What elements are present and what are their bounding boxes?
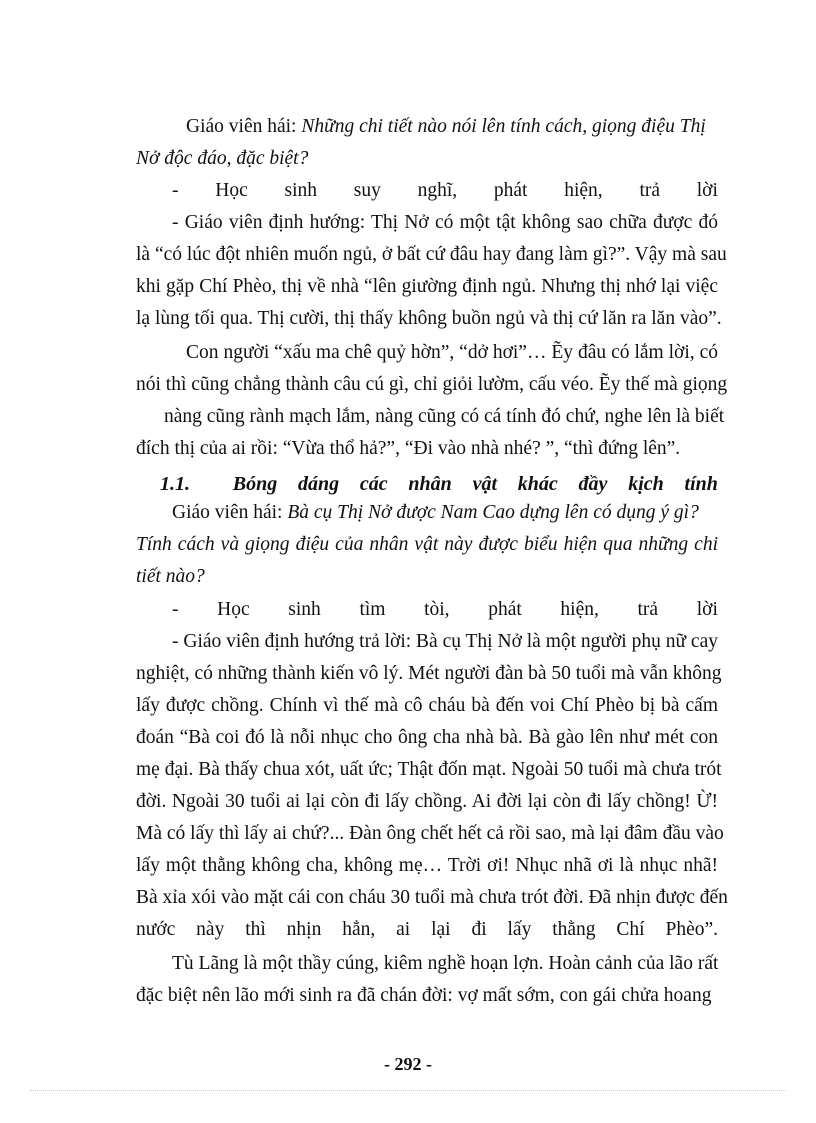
word: hiện, (560, 599, 599, 620)
heading-word: Bóng (232, 473, 278, 495)
dash: - (172, 599, 179, 620)
paragraph-line: - Giáo viên định hướng: Thị Nở có một tật không sao chữa được đó (172, 212, 718, 233)
heading-word: khác (517, 473, 558, 495)
paragraph-line: mẹ đại. Bà thấy chua xót, uất ức; Thật đốn mạt. Ngoài 50 tuổi mà chưa trót (136, 759, 722, 780)
word: Học (215, 180, 248, 201)
heading-word: đầy (578, 473, 608, 495)
heading-word: nhân (408, 473, 452, 495)
word: lời (696, 180, 718, 201)
word: hiện, (564, 180, 603, 201)
paragraph-line: lạ lùng tối qua. Thị cười, thị thấy không buồn ngủ và thị cứ lăn ra lăn vào”. (136, 308, 722, 329)
word: nghĩ, (417, 180, 458, 201)
word: thằng (552, 919, 596, 940)
word: lời (696, 599, 718, 620)
word: đi (471, 919, 487, 940)
paragraph-line: đoán “Bà coi đó là nỗi nhục cho ông cha nhà bà. Bà gào lên như mét con (136, 727, 718, 748)
word: tòi, (424, 599, 450, 620)
heading-word: dáng (298, 473, 340, 495)
word: suy (353, 180, 381, 201)
paragraph-line: lấy một thằng không cha, không mẹ… Trời ơi! Nhục nhã ơi là nhục nhã! (136, 855, 718, 876)
word: ai (396, 919, 411, 940)
word: phát (493, 180, 528, 201)
paragraph-line: khi gặp Chí Phèo, thị về nhà “lên giường định ngủ. Nhưng thị nhớ lại việc (136, 276, 718, 297)
question-label: Giáo viên hái: (186, 116, 297, 137)
question-text-cont: Tính cách và giọng điệu của nhân vật này được biểu hiện qua những chi (136, 534, 718, 555)
dash: - (172, 180, 179, 201)
paragraph-line: Con người “xấu ma chê quỷ hờn”, “dở hơi”… Ẽy đâu có lắm lời, có (186, 342, 718, 363)
word: tìm (359, 599, 386, 620)
paragraph-line: Bà xỉa xói vào mặt cái con cháu 30 tuổi mà chưa trót đời. Đã nhịn được đến (136, 887, 728, 908)
word: thì (245, 919, 266, 940)
footer-divider (30, 1090, 786, 1091)
word: phát (488, 599, 522, 620)
paragraph-line: nàng cũng rành mạch lắm, nàng cũng có cá tính đó chứ, nghe lên là biết (164, 406, 725, 427)
word: sinh (288, 599, 321, 620)
question-line (186, 111, 718, 143)
word: trả (639, 180, 661, 201)
paragraph-line: Mà có lấy thì lấy ai chứ?... Đàn ông chết hết cả rồi sao, mà lại đâm đầu vào (136, 823, 724, 844)
word: lấy (507, 919, 532, 940)
paragraph-line: nói thì cũng chẳng thành câu cú gì, chỉ giỏi lườm, cấu véo. Ẽy thế mà giọng (136, 374, 728, 395)
student-line (172, 594, 718, 626)
paragraph-line: là “có lúc đột nhiên muốn ngủ, ở bất cứ đâu hay đang làm gì?”. Vậy mà sau (136, 244, 727, 265)
paragraph-line: nghiệt, có những thành kiến vô lý. Mét người đàn bà 50 tuổi mà vẫn không (136, 663, 722, 684)
student-line (172, 175, 718, 207)
paragraph-line: đặc biệt nên lão mới sinh ra đã chán đời: vợ mất sớm, con gái chửa hoang (136, 985, 712, 1006)
heading-word: vật (472, 473, 497, 495)
question-text: Những chi tiết nào nói lên tính cách, giọng điệu Thị (301, 116, 706, 137)
word: Phèo”. (665, 919, 718, 940)
word: hẳn, (342, 919, 376, 940)
paragraph-line-spread (136, 914, 718, 946)
word: trả (637, 599, 659, 620)
word: sinh (284, 180, 318, 201)
heading-number: 1.1. (160, 473, 190, 495)
word: này (196, 919, 225, 940)
word: Học (217, 599, 250, 620)
heading-word: các (359, 473, 388, 495)
word: nhịn (286, 919, 322, 940)
heading-word: tính (684, 473, 718, 495)
section-heading (160, 468, 718, 500)
heading-word: kịch (628, 473, 664, 495)
question-text-cont: tiết nào? (136, 566, 205, 587)
paragraph-line: đích thị của ai rồi: “Vừa thổ hả?”, “Đi vào nhà nhé? ”, “thì đứng lên”. (136, 438, 681, 459)
page-number: - 292 - (384, 1054, 432, 1074)
paragraph-line: lấy được chồng. Chính vì thế mà cô cháu bà đến voi Chí Phèo bị bà cấm (136, 695, 718, 716)
word: nước (136, 919, 176, 940)
paragraph-line: đời. Ngoài 30 tuổi ai lại còn đi lấy chồng. Ai đời lại còn đi lấy chồng! Ừ! (136, 791, 718, 812)
paragraph-line: - Giáo viên định hướng trả lời: Bà cụ Thị Nở là một người phụ nữ cay (172, 631, 718, 652)
paragraph-line: Tù Lãng là một thầy cúng, kiêm nghề hoạn lợn. Hoàn cảnh của lão rất (172, 953, 719, 974)
question-text: Bà cụ Thị Nở được Nam Cao dựng lên có dụng ý gì? (287, 502, 699, 523)
question-text-cont: Nở độc đáo, đặc biệt? (136, 148, 309, 169)
question-line (172, 497, 718, 529)
question-label: Giáo viên hái: (172, 502, 283, 523)
word: lại (431, 919, 451, 940)
word: Chí (616, 919, 645, 940)
